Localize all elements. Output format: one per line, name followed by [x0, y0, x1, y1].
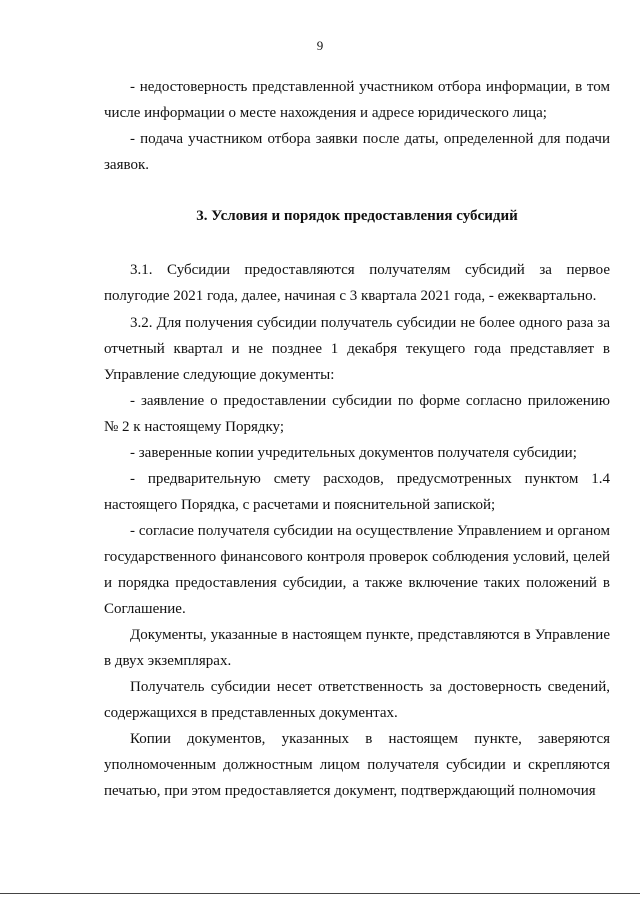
paragraph-responsibility: Получатель субсидии несет ответственность за достоверность сведений, содержащихся в представленных документах.: [104, 679, 610, 721]
paragraph-3-1: 3.1. Субсидии предоставляются получателям субсидий за первое полугодие 2021 года, далее, начиная с 3 квартала 2021 года, - ежеквартально.: [104, 262, 610, 304]
paragraph-two-copies: Документы, указанные в настоящем пункте, представляются в Управление в двух экземплярах.: [104, 627, 610, 669]
list-item-founding-docs: - заверенные копии учредительных документов получателя субсидии;: [130, 445, 577, 461]
paragraph-late-application: - подача участником отбора заявки после даты, определенной для подачи заявок.: [104, 131, 610, 173]
list-item-consent: - согласие получателя субсидии на осуществление Управлением и органом государственного финансового контроля проверок соблюдения условий, целей и порядка предоставления субсидии, а также включение таких положений в Соглашение.: [104, 523, 610, 617]
section-heading: 3. Условия и порядок предоставления субсидий: [196, 208, 518, 224]
paragraph-unreliable-info: - недостоверность представленной участником отбора информации, в том числе информации о месте нахождения и адресе юридического лица;: [104, 79, 610, 121]
list-item-application: - заявление о предоставлении субсидии по форме согласно приложению № 2 к настоящему Порядку;: [104, 393, 610, 435]
list-item-cost-estimate: - предварительную смету расходов, предусмотренных пунктом 1.4 настоящего Порядка, с расчетами и пояснительной запиской;: [104, 471, 610, 513]
paragraph-3-2: 3.2. Для получения субсидии получатель субсидии не более одного раза за отчетный квартал и не позднее 1 декабря текущего года представляет в Управление следующие документы:: [104, 315, 610, 383]
bottom-rule: [0, 893, 640, 894]
page-number: 9: [316, 38, 324, 53]
paragraph-certified-copies: Копии документов, указанных в настоящем пункте, заверяются уполномоченным должностным лицом получателя субсидии и скрепляются печатью, при этом предоставляется документ, подтверждающий полномочия: [104, 731, 610, 799]
